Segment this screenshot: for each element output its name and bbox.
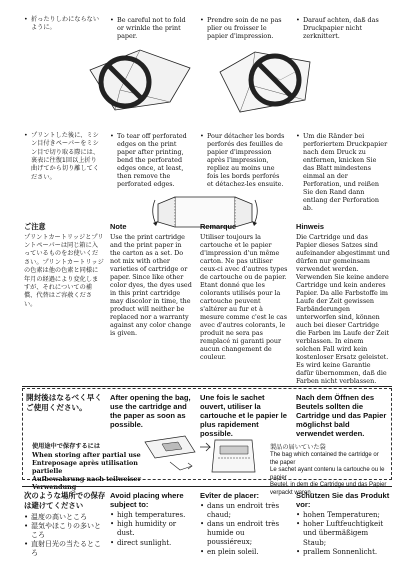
note-de-heading: Hinweis (296, 222, 324, 231)
note-jp-body: プリントカートリッジとプリントペーパーは同じ箱に入っているものをお使いください。プリントカートリッジの色素は他の色素と同様に年月の経過により変化しますが、それについての補償、代替はご容赦ください。 (24, 233, 104, 308)
avoid-de-item: • hohen Temperaturen; (296, 511, 390, 520)
avoid-fr-item: • dans un endroit très humide ou poussiéreux; (200, 520, 288, 547)
avoid-de: Schützen Sie das Produkt vor: • hohen Temperaturen; • hoher Luftfeuchtigkeit und übermäßigem Staub; • prallem Sonnenlicht. (296, 491, 390, 557)
avoid-de-item: • hoher Luftfeuchtigkeit und übermäßigem Staub; (296, 520, 390, 547)
section1-en-text: • Be careful not to fold or wrinkle the print paper. (110, 16, 190, 40)
avoid-jp-item: • 温度の高いところ (24, 513, 106, 522)
note-jp (24, 222, 104, 309)
avoid-en-list (110, 511, 194, 547)
storage-en-title: After opening the bag, use the cartridge and the paper as soon as possible. (110, 393, 191, 430)
avoid-jp: 次のような場所での保存は避けてください • 温度の高いところ • 湿気やほこりの多いところ • 直射日光の当たるところ (24, 491, 106, 558)
storage-divider (22, 386, 392, 387)
avoid-jp-item: • 直射日光の当たるところ (24, 540, 106, 558)
note-de (296, 222, 390, 385)
section1-de-text: • Darauf achten, daß das Druckpapier nicht zerknittert. (296, 16, 388, 40)
note-jp-heading: ご注意 (24, 222, 46, 231)
avoid-en: Avoid placing where subject to: • high temperatures. • high humidity or dust. • direct sunlight. (110, 491, 194, 548)
section1-jp-text: • 折ったりしわにならないように。 (24, 16, 102, 33)
note-en (110, 222, 192, 337)
section2-fr-text: • Pour détacher les bords perforés des feuilles de papier d'impression après l'impression, repliez au moins une fois les bords perforés et détachez-les ensuite. (200, 132, 286, 188)
storage-fr-title: Une fois le sachet ouvert, utiliser la cartouche et le papier le plus rapidement possible. (200, 393, 287, 439)
bag-caption: 製品の届いていた袋 The bag which contained the cartridge or the paper Le sachet ayant contenu la cartouche ou le papier Beutel, in dem die Cartridge und das Papier verpackt waren (270, 444, 387, 496)
storage-jp-title: 開封後はなるべく早くご使用ください。 (26, 393, 102, 413)
note-en-body: Use the print cartridge and the print paper in the carton as a set. Do not mix with other varieties of cartridge or paper. Since like other color dyes, the dyes used in this print cartridge may discolor in time, the product will neither be replaced nor a warranty against any color change is given. (110, 233, 192, 338)
avoid-fr-list (200, 502, 288, 557)
note-de-body: Die Cartridge und das Papier dieses Satzes sind aufeinander abgestimmt und dürfen nur gemeinsam verwendet werden. Verwenden Sie keine andere Cartridge und kein anderes Papier. Da alle Farbstoffe im Laufe der Zeit gewissen Farbänderungen unterworfen sind, können auch bei dieser Cartridge die Farben im Laufe der Zeit verblassen. In einem solchen Fall wird kein kostenloser Ersatz geleistet. Es wird keine Garantie dafür übernommen, daß die Farben nicht verblassen. (296, 233, 390, 386)
section2-en-text: • To tear off perforated edges on the print paper after printing, bend the perforated edges once, at least, then remove the perforated edges. (110, 132, 190, 188)
partial-use-text: 使用途中で保存するには When storing after partial use Entreposage après utilisation partielle Aufbewahrung nach teilweiser Verwendung (32, 443, 141, 492)
section1-fr-text: • Prendre soin de ne pas plier ou froisser le papier d'impression. (200, 16, 286, 40)
no-fold-illustration (80, 40, 320, 120)
avoid-en-item: • high humidity or dust. (110, 520, 194, 538)
avoid-en-item: • high temperatures. (110, 511, 194, 520)
note-en-heading: Note (110, 222, 127, 231)
section2-de-text: • Um die Ränder bei perforiertem Druckpapier nach dem Druck zu entfernen, knicken Sie das Blatt mindestens einmal an der Perforation, und reißen Sie den Rand dann entlang der Perforation ab. (296, 132, 388, 212)
avoid-fr-item: • dans un endroit très chaud; (200, 502, 288, 520)
section2-jp-text: • プリントした後に、ミシン目付きペーパーをミシン目で切り取る際には、裏表に往復1回以上折り曲げてから切り離してください。 (24, 132, 102, 182)
avoid-en-item: • direct sunlight. (110, 539, 194, 548)
avoid-de-list (296, 511, 390, 556)
avoid-de-item: • prallem Sonnenlicht. (296, 548, 390, 557)
note-fr-heading: Remarque (200, 222, 237, 231)
avoid-fr-item: • en plein soleil. (200, 548, 288, 557)
storage-de-title: Nach dem Öffnen des Beutels sollten die Cartridge und das Papier möglichst bald verwendet werden. (296, 393, 387, 439)
avoid-jp-item: • 湿気やほこりの多いところ (24, 522, 106, 540)
note-fr (200, 222, 288, 361)
avoid-jp-list (24, 513, 106, 558)
avoid-divider (22, 486, 392, 487)
note-fr-body: Utiliser toujours la cartouche et le papier d'impression d'un même carton. Ne pas utiliser ceux-ci avec d'autres types de cartouche ou de papier. Etant donné que les colorants utilisés pour la cartouche peuvent s'altérer au fur et à mesure comme c'est le cas avec d'autres colorants, le produit ne sera pas remplacé ni garanti pour aucun changement de couleur. (200, 233, 288, 362)
avoid-fr: Evîter de placer: • dans un endroit très chaud; • dans un endroit très humide ou poussiéreux; • en plein soleil. (200, 491, 288, 557)
storage-bag-illustration (140, 432, 260, 478)
